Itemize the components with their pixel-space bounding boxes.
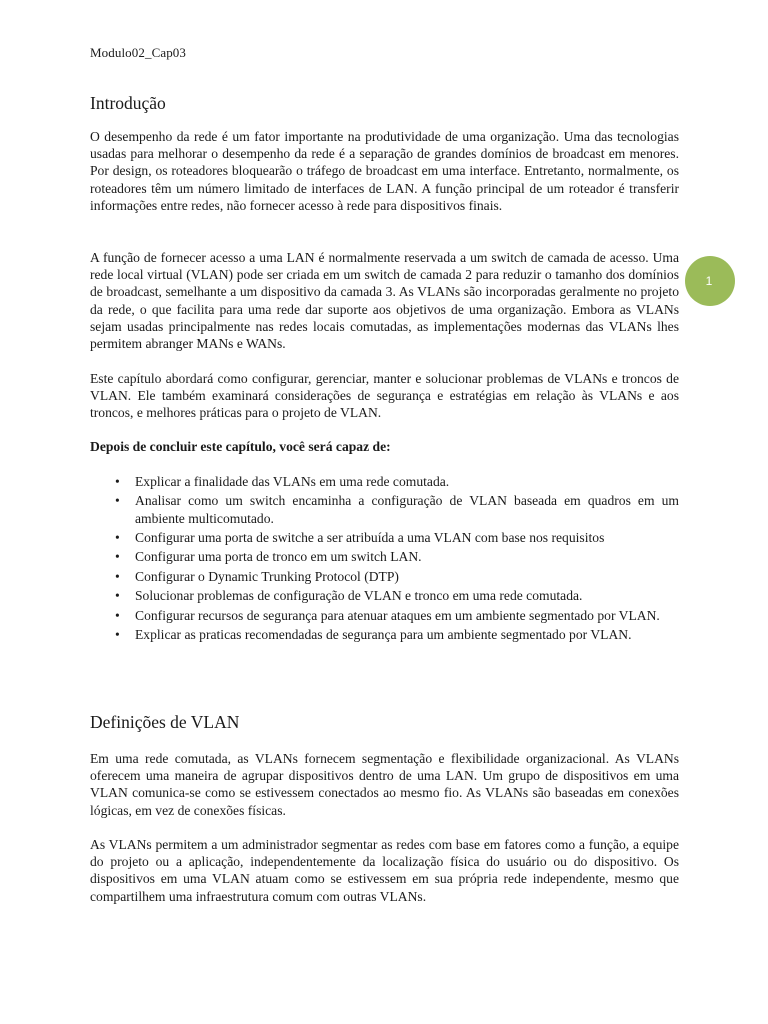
intro-paragraph-1: O desempenho da rede é um fator importante na produtividade de uma organização. Uma das tecnologias usadas para melhorar o desempenho da rede é a separação de grandes domínios de broadcast em menores. Por design, os roteadores bloquearão o tráfego de broadcast em uma interface. Entretanto, normalmente, os roteadores têm um número limitado de interfaces de LAN. A função principal de um roteador é transferir informações entre redes, não fornecer acesso à rede para dispositivos finais. [90,129,679,213]
list-item: • Explicar a finalidade das VLANs em uma rede comutada. [115,474,450,489]
list-item: • Configurar uma porta de tronco em um switch LAN. [115,549,422,565]
bullet-icon: • [115,568,120,584]
list-item: • Solucionar problemas de configuração de VLAN e tronco em uma rede comutada. [115,588,583,604]
list-item: • Explicar as praticas recomendadas de segurança para um ambiente segmentado por VLAN. [115,626,632,642]
bullet-icon: • [115,474,120,489]
bullet-icon: • [115,607,120,623]
definitions-paragraph-1: Em uma rede comutada, as VLANs fornecem segmentação e flexibilidade organizacional. As VLANs oferecem uma maneira de agrupar dispositivos dentro de uma LAN. Um grupo de dispositivos em uma VLAN comunica-se como se estivessem conectados ao mesmo fio. As VLANs são baseadas em conexões lógicas, em vez de conexões físicas. [90,751,679,818]
bullet-icon: • [115,588,120,604]
section-title-definicoes-vlan: Definições de VLAN [90,712,240,732]
document-header-label: Modulo02_Cap03 [90,45,187,60]
objectives-heading: Depois de concluir este capítulo, você será capaz de: [90,439,391,454]
bullet-icon: • [115,493,120,509]
intro-paragraph-3: Este capítulo abordará como configurar, gerenciar, manter e solucionar problemas de VLANs e troncos de VLAN. Ele também examinará considerações de segurança e estratégias em relação às VLANs e aos troncos, e melhores práticas para o projeto de VLAN. [90,371,679,421]
definitions-paragraph-2: As VLANs permitem a um administrador segmentar as redes com base em fatores como a função, a equipe do projeto ou a aplicação, independentemente da localização física do usuário ou do dispositivo. Os dispositivos em uma VLAN atuam como se estivessem em sua própria rede independente, mesmo que compartilhem uma infraestrutura comum com outras VLANs. [90,837,679,904]
section-title-introducao: Introdução [90,93,166,113]
list-item: • Analisar como um switch encaminha a configuração de VLAN baseada em quadros em um ambiente multicomutado. [115,493,679,526]
intro-paragraph-2: A função de fornecer acesso a uma LAN é normalmente reservada a um switch de camada de acesso. Uma rede local virtual (VLAN) pode ser criada em um switch de camada 2 para reduzir o tamanho dos domínios de broadcast, semelhante a um dispositivo da camada 3. As VLANs são incorporadas geralmente no projeto da rede, o que facilita para uma rede dar suporte aos objetivos de uma organização. Embora as VLANs sejam usadas principalmente nas redes locais comutadas, as implementações modernas das VLANs lhes permitem abranger MANs e WANs. [90,250,679,352]
bullet-icon: • [115,626,120,642]
bullet-icon: • [115,549,120,565]
page-number-badge: 1 [685,256,735,306]
list-item: • Configurar recursos de segurança para atenuar ataques em um ambiente segmentado por VLAN. [115,607,660,623]
list-item: • Configurar uma porta de switche a ser atribuída a uma VLAN com base nos requisitos [115,529,605,545]
bullet-icon: • [115,529,120,545]
list-item: • Configurar o Dynamic Trunking Protocol (DTP) [115,568,399,584]
objectives-list [90,473,679,645]
